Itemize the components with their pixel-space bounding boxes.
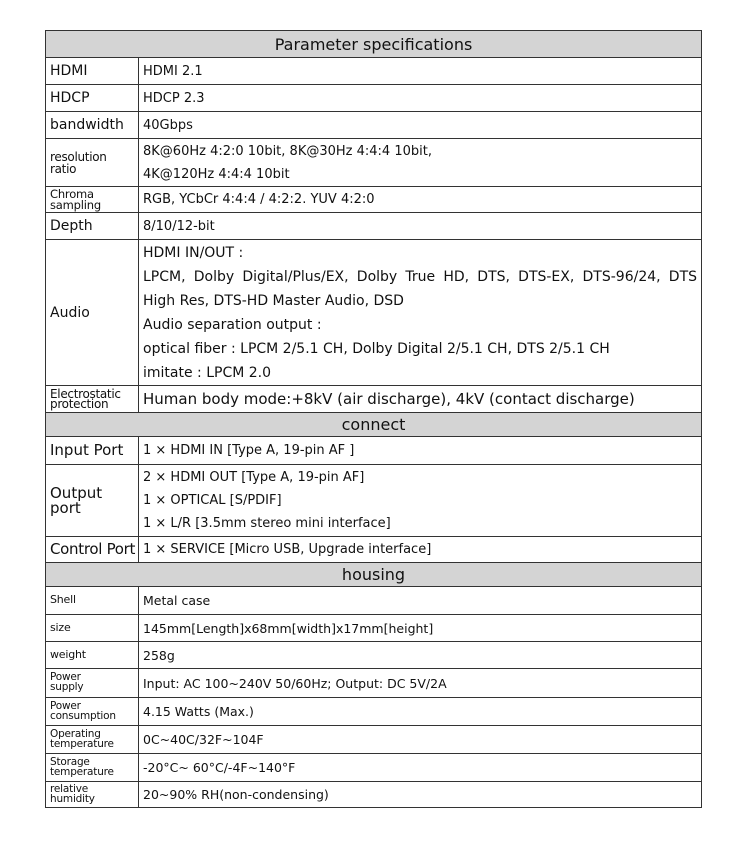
value-line: 4K@120Hz 4:4:4 10bit <box>143 166 290 182</box>
row-label: weight <box>46 642 139 669</box>
row-value: 20~90% RH(non-condensing) <box>139 782 702 808</box>
row-label: humidity <box>50 792 95 805</box>
row-label: Output port <box>46 465 139 537</box>
row-value: 40Gbps <box>139 112 702 139</box>
row-label: HDCP <box>46 85 139 112</box>
spec-table <box>45 30 702 808</box>
value-line: 2 × HDMI OUT [Type A, 19-pin AF] <box>143 470 365 485</box>
row-label: Input Port <box>46 437 139 465</box>
table-row <box>46 139 702 187</box>
value-line: 8K@60Hz 4:2:0 10bit, 8K@30Hz 4:4:4 10bit, <box>143 143 432 159</box>
row-label: temperature <box>50 737 114 750</box>
row-value: Metal case <box>139 587 702 615</box>
row-label: Electrostatic <box>50 386 121 401</box>
row-value: 258g <box>139 642 702 669</box>
value-line: LPCM, Dolby Digital/Plus/EX, Dolby True HD, DTS, DTS-EX, DTS-96/24, DTS <box>143 269 698 285</box>
row-value: Input: AC 100~240V 50/60Hz; Output: DC 5V/2A <box>139 669 702 698</box>
table-title: Parameter specifications <box>46 31 702 58</box>
row-label: Audio <box>46 240 139 386</box>
value-line: imitate : LPCM 2.0 <box>143 365 272 381</box>
row-label: temperature <box>50 765 114 778</box>
table-row <box>46 587 702 615</box>
row-label: Power <box>50 699 81 712</box>
table-row <box>46 386 702 413</box>
table-row <box>46 754 702 782</box>
row-label: bandwidth <box>46 112 139 139</box>
section-header-connect <box>46 413 702 437</box>
table-row <box>46 85 702 112</box>
table-row <box>46 465 702 537</box>
row-value: 0C~40C/32F~104F <box>139 726 702 754</box>
row-label: relative <box>50 782 89 795</box>
row-value: RGB, YCbCr 4:4:4 / 4:2:2. YUV 4:2:0 <box>139 187 702 213</box>
row-label: resolution ratio <box>46 139 139 187</box>
row-value: 1 × SERVICE [Micro USB, Upgrade interface] <box>139 537 702 563</box>
row-value: Human body mode:+8kV (air discharge), 4kV (contact discharge) <box>139 386 702 413</box>
table-row <box>46 615 702 642</box>
table-row <box>46 537 702 563</box>
row-value: HDCP 2.3 <box>139 85 702 112</box>
table-row <box>46 437 702 465</box>
row-label: Operating <box>50 727 101 740</box>
section-header-housing <box>46 563 702 587</box>
row-value: HDMI 2.1 <box>139 58 702 85</box>
value-line: 1 × OPTICAL [S/PDIF] <box>143 493 282 508</box>
row-label: HDMI <box>46 58 139 85</box>
table-row <box>46 112 702 139</box>
table-row <box>46 726 702 754</box>
row-value: -20°C~ 60°C/-4F~140°F <box>139 754 702 782</box>
table-row <box>46 698 702 726</box>
row-value: 8/10/12-bit <box>139 213 702 240</box>
row-label: protection <box>50 397 109 411</box>
row-value: 145mm[Length]x68mm[width]x17mm[height] <box>139 615 702 642</box>
section-title: housing <box>46 563 702 587</box>
row-value: 4.15 Watts (Max.) <box>139 698 702 726</box>
table-row <box>46 642 702 669</box>
table-row <box>46 240 702 386</box>
value-line: optical fiber : LPCM 2/5.1 CH, Dolby Digital 2/5.1 CH, DTS 2/5.1 CH <box>143 341 610 357</box>
value-line: 1 × L/R [3.5mm stereo mini interface] <box>143 516 391 531</box>
title-row <box>46 31 702 58</box>
table-row <box>46 58 702 85</box>
row-label: size <box>46 615 139 642</box>
table-row <box>46 669 702 698</box>
value-line: Audio separation output : <box>143 317 322 333</box>
row-label: supply <box>50 681 84 693</box>
row-label: Depth <box>46 213 139 240</box>
row-value: 1 × HDMI IN [Type A, 19-pin AF ] <box>139 437 702 465</box>
value-line: HDMI IN/OUT : <box>143 245 244 261</box>
row-label: Shell <box>46 587 139 615</box>
row-label: Power <box>50 671 81 684</box>
row-label: consumption <box>50 709 116 722</box>
table-row <box>46 782 702 808</box>
value-line: High Res, DTS-HD Master Audio, DSD <box>143 293 404 309</box>
section-title: connect <box>46 413 702 437</box>
row-label: Control Port <box>46 537 139 563</box>
table-row <box>46 213 702 240</box>
row-label: Chroma sampling <box>46 187 139 213</box>
table-row <box>46 187 702 213</box>
row-label: Storage <box>50 755 90 768</box>
